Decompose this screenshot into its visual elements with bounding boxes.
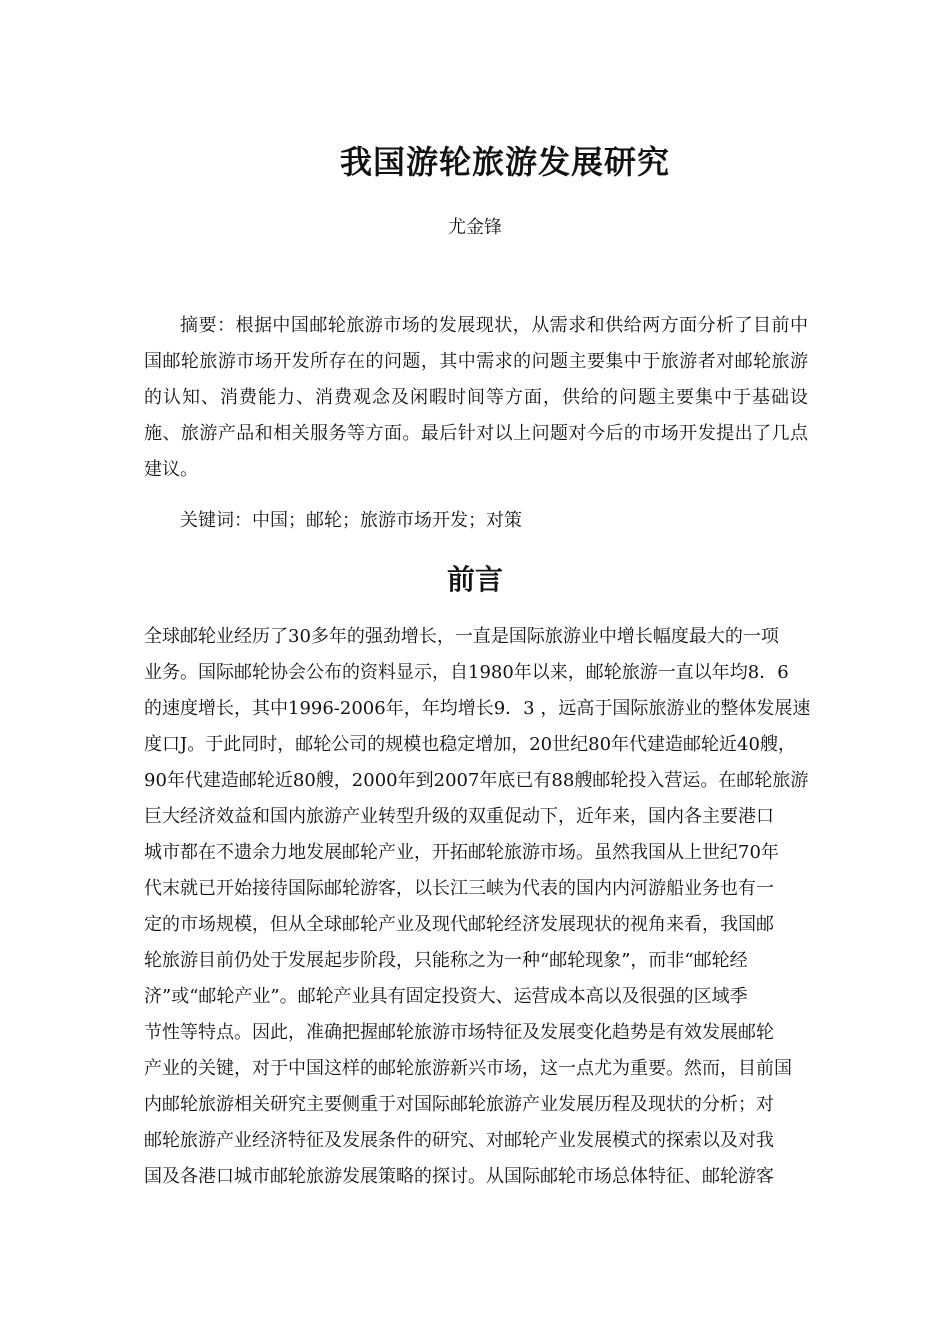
author-name: 尤金锋 <box>448 217 502 238</box>
keywords-line: 关键词：中国；邮轮；旅游市场开发；对策 <box>180 510 522 531</box>
body-line: 90年代建造邮轮近80艘，2000年到2007年底已有88艘邮轮投入营运。在邮轮旅游 <box>144 770 809 791</box>
body-line: 邮轮旅游产业经济特征及发展条件的研究、对邮轮产业发展模式的探索以及对我 <box>144 1130 774 1151</box>
body-line: 全球邮轮业经历了30多年的强劲增长，一直是国际旅游业中增长幅度最大的一项 <box>144 626 779 647</box>
section-heading-preface: 前言 <box>446 563 503 596</box>
body-line: 产业的关键，对于中国这样的邮轮旅游新兴市场，这一点尤为重要。然而，目前国 <box>144 1058 792 1079</box>
body-line: 轮旅游目前仍处于发展起步阶段，只能称之为一种“邮轮现象”，而非“邮轮经 <box>144 950 748 971</box>
body-line: 节性等特点。因此，准确把握邮轮旅游市场特征及发展变化趋势是有效发展邮轮 <box>144 1022 774 1043</box>
body-line: 城市都在不遗余力地发展邮轮产业，开拓邮轮旅游市场。虽然我国从上世纪70年 <box>144 842 779 863</box>
body-line: 内邮轮旅游相关研究主要侧重于对国际邮轮旅游产业发展历程及现状的分析；对 <box>144 1094 774 1115</box>
body-line: 的速度增长，其中1996-2006年，年均增长9．3 ，远高于国际旅游业的整体发展速 <box>144 698 811 719</box>
body-line: 巨大经济效益和国内旅游产业转型升级的双重促动下，近年来，国内各主要港口 <box>144 806 774 827</box>
body-line: 济”或“邮轮产业”。邮轮产业具有固定投资大、运营成本高以及很强的区域季 <box>144 986 748 1007</box>
body-paragraph <box>144 619 811 1195</box>
body-line: 代末就已开始接待国际邮轮游客，以长江三峡为代表的国内内河游船业务也有一 <box>144 878 774 899</box>
body-line: 定的市场规模，但从全球邮轮产业及现代邮轮经济发展现状的视角来看，我国邮 <box>144 914 774 935</box>
document-title: 我国游轮旅游发展研究 <box>339 143 670 181</box>
body-line: 度口J。于此同时，邮轮公司的规模也稳定增加，20世纪80年代建造邮轮近40艘， <box>144 734 796 755</box>
body-line: 国及各港口城市邮轮旅游发展策略的探讨。从国际邮轮市场总体特征、邮轮游客 <box>144 1166 774 1187</box>
body-line: 业务。国际邮轮协会公布的资料显示，自1980年以来，邮轮旅游一直以年均8．6 <box>144 662 789 683</box>
abstract-paragraph: 摘要：根据中国邮轮旅游市场的发展现状，从需求和供给两方面分析了目前中国邮轮旅游市场开发所存在的问题，其中需求的问题主要集中于旅游者对邮轮旅游的认知、消费能力、消费观念及闲暇时间等方面，供给的问题主要集中于基础设施、旅游产品和相关服务等方面。最后针对以上问题对今后的市场开发提出了几点建议。 <box>144 315 808 480</box>
